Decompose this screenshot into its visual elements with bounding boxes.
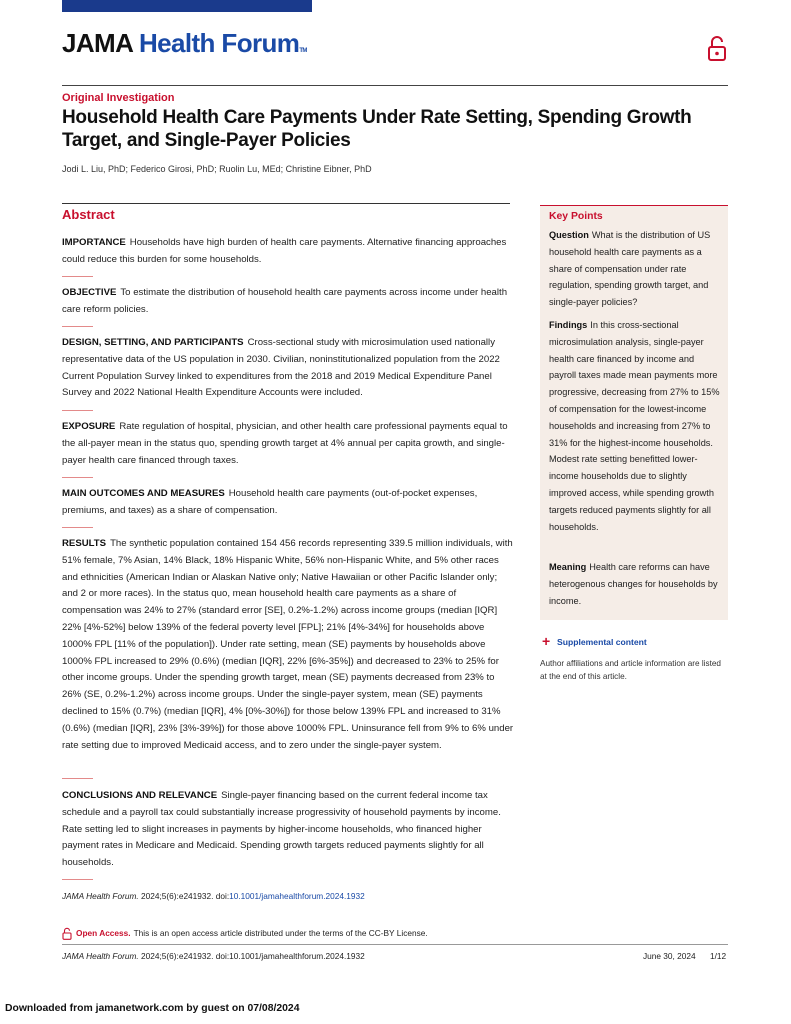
section-text: Rate regulation of hospital, physician, and other health care professional payments equal to the all-payer mean in the status quo, spending growth target at 4% annual per capita growth, and single-payer health care financed through taxes. bbox=[62, 421, 508, 466]
section-divider bbox=[62, 879, 93, 880]
key-point-label: Meaning bbox=[549, 562, 587, 572]
section-divider bbox=[62, 527, 93, 528]
abstract-outcomes bbox=[62, 486, 514, 520]
section-label: DESIGN, SETTING, AND PARTICIPANTS bbox=[62, 337, 244, 348]
open-access-label[interactable]: Open Access. bbox=[76, 928, 131, 938]
citation-line bbox=[62, 891, 365, 901]
key-point-text: In this cross-sectional microsimulation analysis, single-payer health care financed by income and payroll taxes made mean payments more progressive, decreasing from 27% to 15% of compensation for the lowest-income households and increasing from 27% to 31% for the highest-income households. Modest rate setting benefitted lower-income households due to slightly improved access, while spending growth targets reduced payments slightly for all households. bbox=[549, 320, 720, 532]
section-divider bbox=[62, 410, 93, 411]
section-text: Single-payer financing based on the current federal income tax schedule and a payroll tax could substantially increase progressivity of household payments by income. Rate setting led to slight increases in payments by higher-income households, who financed higher payment rates in Medicare and Medicaid. Spending growth targets reduced payments slightly for all households. bbox=[62, 790, 501, 869]
article-title: Household Health Care Payments Under Rate Setting, Spending Growth Target, and Single-Payer Policies bbox=[62, 107, 692, 151]
abstract-conclusions bbox=[62, 788, 514, 872]
footer-journal: JAMA Health Forum. bbox=[62, 951, 139, 961]
key-point-label: Findings bbox=[549, 320, 588, 330]
open-access-note bbox=[76, 928, 428, 938]
section-label: IMPORTANCE bbox=[62, 237, 126, 248]
citation-journal: JAMA Health Forum. bbox=[62, 891, 139, 901]
download-watermark: Downloaded from jamanetwork.com by guest on 07/08/2024 bbox=[5, 1003, 300, 1014]
author-list: Jodi L. Liu, PhD; Federico Girosi, PhD; Ruolin Lu, MEd; Christine Eibner, PhD bbox=[62, 164, 372, 174]
key-point-meaning bbox=[549, 559, 721, 609]
footer-details: 2024;5(6):e241932. doi:10.1001/jamahealthforum.2024.1932 bbox=[138, 951, 365, 961]
abstract-rule bbox=[62, 203, 510, 204]
section-label: OBJECTIVE bbox=[62, 287, 117, 298]
section-label: MAIN OUTCOMES AND MEASURES bbox=[62, 488, 225, 499]
lock-icon[interactable] bbox=[706, 34, 728, 62]
footer-date: June 30, 2024 bbox=[643, 951, 696, 961]
section-text: Cross-sectional study with microsimulation used nationally representative data of the US population in 2030. Civilian, noninstitutionalized population from the 2022 Current Population Survey linked to expenditures from the 2018 and 2019 Medical Expenditure Panel Survey and 2022 National Health Expenditure Accounts were included. bbox=[62, 337, 500, 399]
journal-logo[interactable] bbox=[62, 28, 307, 59]
key-point-findings bbox=[549, 317, 721, 535]
affiliations-note: Author affiliations and article information are listed at the end of this article. bbox=[540, 659, 721, 681]
doi-link[interactable]: 10.1001/jamahealthforum.2024.1932 bbox=[229, 891, 365, 901]
section-text: The synthetic population contained 154 456 records representing 339.5 million individuals, with 51% female, 7% Asian, 14% Black, 18% Hispanic White, 56% non-Hispanic White, and 5% other races and ethnicities (American Indian or Alaskan Native only; Native Hawaiian or other Pacific Islander only; and 2 or more races). In the status quo, mean household health care payments as a share of compensation was 24% to 27% (standard error [SE], 0.2%-1.2%) across income groups (median [IQR] 22% [4%-52%] below 139% of the federal poverty level [FPL]; 21% [4%-34%] for households above 1000% FPL [11% of the population]). Under rate setting, mean (SE) payments by households above 1000% FPL increased to 29% (0.6%) (median [IQR], 22% [6%-35%]) and decreased to 23% to 25% for other income groups. Under the spending growth target, mean (SE) payments decreased from 23% to 26% (SE, 0.2%-1.2%) across income groups. Under the single-payer system, mean (SE) payments declined to 15% (0.7%) (median [IQR], 4% [0%-30%]) for those below 139% FPL and increased to 31% (0.6%) (median [IQR], 23% [3%-39%]) for those above 1000% FPL. Uninsurance fell from 9% to 6% under rate setting due to improved Medicaid access, and to zero under the single-payer system. bbox=[62, 538, 514, 751]
section-label: CONCLUSIONS AND RELEVANCE bbox=[62, 790, 218, 801]
section-text: To estimate the distribution of household health care payments across income under health care reform policies. bbox=[62, 287, 508, 315]
abstract-importance bbox=[62, 235, 514, 269]
key-point-text: What is the distribution of US household health care payments as a share of compensation under rate regulation, spending growth target, and single-payer policies? bbox=[549, 230, 711, 308]
key-point-text: Health care reforms can have heterogenous changes for households by income. bbox=[549, 562, 718, 606]
header-rule bbox=[62, 85, 728, 86]
article-type: Original Investigation bbox=[62, 92, 175, 104]
section-divider bbox=[62, 276, 93, 277]
section-divider bbox=[62, 778, 93, 779]
section-divider bbox=[62, 326, 93, 327]
top-color-bar bbox=[62, 0, 312, 12]
key-point-question bbox=[549, 227, 721, 311]
abstract-heading: Abstract bbox=[62, 207, 115, 222]
section-text: Household health care payments (out-of-pocket expenses, premiums, and taxes) as a share of compensation. bbox=[62, 488, 478, 516]
key-points-heading: Key Points bbox=[549, 211, 603, 222]
section-label: EXPOSURE bbox=[62, 421, 116, 432]
abstract-results bbox=[62, 536, 514, 754]
section-label: RESULTS bbox=[62, 538, 107, 549]
supplemental-content-link[interactable]: Supplemental content bbox=[557, 637, 647, 647]
open-access-lock-icon bbox=[62, 927, 72, 940]
key-point-label: Question bbox=[549, 230, 589, 240]
plus-icon[interactable]: + bbox=[542, 633, 551, 649]
abstract-design bbox=[62, 335, 514, 402]
abstract-exposure bbox=[62, 419, 514, 469]
section-divider bbox=[62, 477, 93, 478]
section-text: Households have high burden of health care payments. Alternative financing approaches could reduce this burden for some households. bbox=[62, 237, 507, 265]
trademark: TM bbox=[299, 48, 307, 54]
open-access-text: This is an open access article distributed under the terms of the CC-BY License. bbox=[133, 928, 428, 938]
citation-details: 2024;5(6):e241932. doi: bbox=[138, 891, 230, 901]
journal-name-part2: Health Forum bbox=[138, 28, 300, 58]
page-number: 1/12 bbox=[710, 951, 727, 961]
abstract-objective bbox=[62, 285, 514, 319]
footer-rule bbox=[62, 944, 728, 945]
journal-name-part1: JAMA bbox=[62, 28, 133, 58]
footer-citation bbox=[62, 951, 365, 961]
